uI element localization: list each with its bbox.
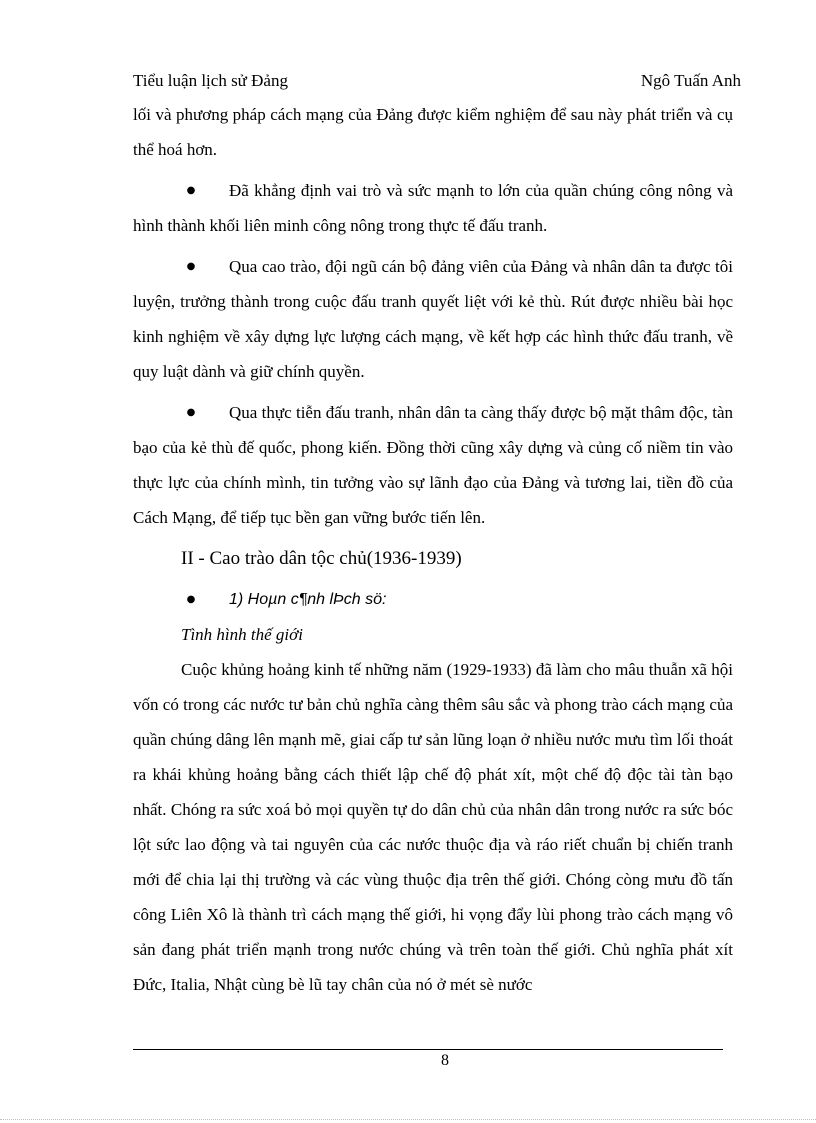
bullet-icon: ●	[186, 185, 196, 196]
header-author: Ngô Tuấn Anh	[640, 71, 741, 90]
section-heading: II - Cao trào dân tộc chủ(1936-1939)	[181, 548, 462, 569]
page-number: 8	[441, 1052, 449, 1069]
footer-divider	[133, 1049, 723, 1050]
subsection-title: 1) Hoµn c¶nh lÞch sö:	[229, 591, 387, 608]
bullet-item	[133, 173, 733, 243]
paragraph-main: Cuộc khủng hoảng kinh tế những năm (1929-1933) đã làm cho mâu thuẫn xã hội vốn có trong các nước tư bản chủ nghĩa càng thêm sâu sắc và phong trào cách mạng của quần chúng dâng lên mạnh mẽ, giai cấp tư sản lũng loạn ở nhiều nước mưu tìm lối thoát ra khái khủng hoảng bằng cách thiết lập chế độ phát xít, một chế độ độc tài tàn bạo nhất. Chóng ra sức xoá bỏ mọi quyền tự do dân chủ của nhân dân trong nước ra sức bóc lột sức lao động và tai nguyên của các nước thuộc địa và ráo riết chuẩn bị chiến tranh mới để chia lại thị trường và các vùng thuộc địa trên thế giới. Chóng còng mưu đồ tấn công Liên Xô là thành trì cách mạng thế giới, hi vọng đẩy lùi phong trào cách mạng vô sản đang phát triển mạnh trong nước chúng và trên toàn thế giới. Chủ nghĩa phát xít Đức, Italia, Nhật cùng bè lũ tay chân của nó ở mét sè nước	[133, 660, 733, 994]
page-edge-divider	[0, 1119, 816, 1120]
page-header	[133, 71, 741, 97]
bullet-icon: ●	[186, 407, 196, 418]
bullet-icon: ●	[186, 261, 196, 272]
bullet-text: Qua cao trào, đội ngũ cán bộ đảng viên của Đảng và nhân dân ta được tôi luyện, trưởng thành trong cuộc đấu tranh quyết liệt với kẻ thù. Rút được nhiều bài học kinh nghiệm về xây dựng lực lượng cách mạng, về kết hợp các hình thức đấu tranh, về quy luật dành và giữ chính quyền.	[133, 257, 733, 381]
bullet-item	[133, 395, 733, 535]
subsection-subtitle: Tình hình thế giới	[181, 625, 303, 644]
sub-bullet-item	[133, 582, 733, 617]
paragraph-continuation: lối và phương pháp cách mạng của Đảng được kiểm nghiệm để sau này phát triển và cụ thể hoá hơn.	[133, 105, 733, 159]
header-title: Tiểu luận lịch sử Đảng	[133, 71, 288, 90]
document-body	[133, 97, 733, 1008]
bullet-text: Qua thực tiễn đấu tranh, nhân dân ta càng thấy được bộ mặt thâm độc, tàn bạo của kẻ thù đế quốc, phong kiến. Đồng thời cũng xây dựng và củng cố niềm tin vào thực lực của chính mình, tin tưởng vào sự lãnh đạo của Đảng và tương lai, tiền đồ của Cách Mạng, để tiếp tục bền gan vững bước tiến lên.	[133, 403, 733, 527]
bullet-item	[133, 249, 733, 389]
bullet-icon: ●	[186, 594, 196, 605]
bullet-text: Đã khẳng định vai trò và sức mạnh to lớn của quần chúng công nông và hình thành khối liên minh công nông trong thực tế đấu tranh.	[133, 181, 733, 235]
